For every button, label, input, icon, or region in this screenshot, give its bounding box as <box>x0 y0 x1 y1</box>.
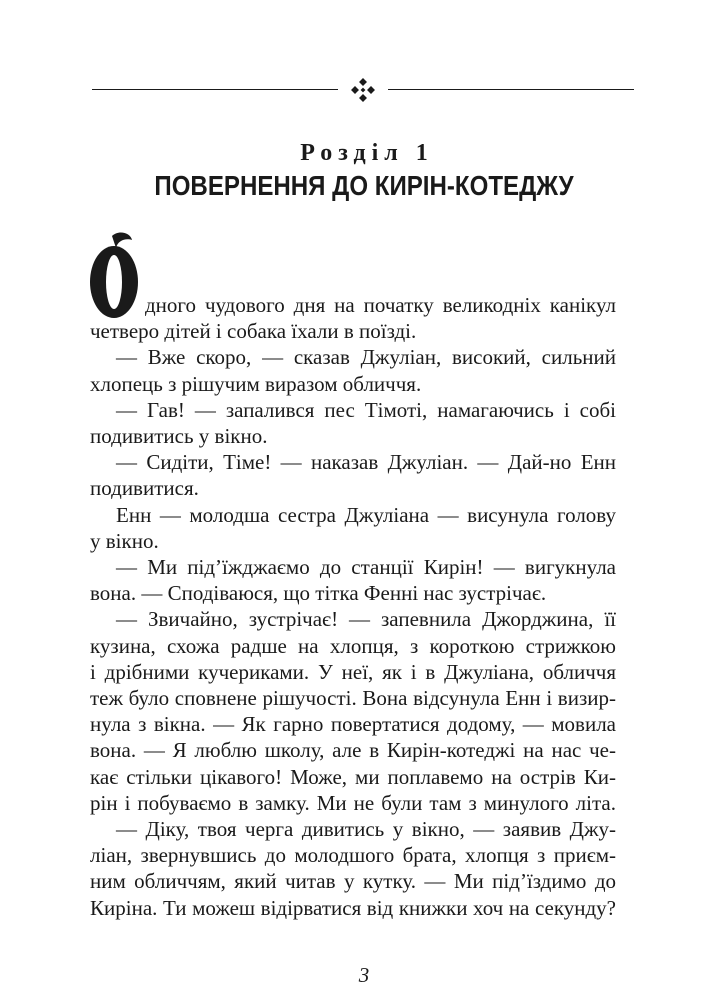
text-line: четверо дітей і собака їхали в поїзді. <box>90 319 417 344</box>
text-line: кузина, схожа радше на хлопця, з короткою стрижкою <box>90 633 616 658</box>
text-line: Киріна. Ти можеш відірватися від книжки хоч на секунду? <box>90 895 616 920</box>
drop-cap <box>86 232 142 324</box>
text-line: кає стільки цікавого! Може, ми поплавемо на острів Ки- <box>90 764 616 789</box>
text-line: хлопець з рішучим виразом обличчя. <box>90 371 422 396</box>
text-line: нула з вікна. — Як гарно повертатися додому, — мовила <box>90 712 616 737</box>
text-line: рін і побуваємо в замку. Ми не були там з минулого літа. <box>90 790 616 815</box>
chapter-title: ПОВЕРНЕННЯ ДО КИРІН-КОТЕДЖУ <box>154 170 574 201</box>
text-line: теж було сповнене рішучості. Вона відсунула Енн і визир- <box>90 686 616 710</box>
text-line: вона. — Я люблю школу, але в Кирін-котеджі на нас че- <box>90 738 616 763</box>
text-line: — Діку, твоя черга дивитись у вікно, — заявив Джу- <box>116 817 616 841</box>
chapter-label: Розділ 1 <box>300 140 434 166</box>
diamond-cluster-ornament-icon <box>351 78 375 102</box>
text-line: подивитись у вікно. <box>90 424 268 448</box>
header-ornament-divider <box>92 78 634 102</box>
text-line: Енн — молодша сестра Джуліана — висунула голову <box>116 502 616 527</box>
text-line: і дрібними кучериками. У неї, як і в Джуліана, обличчя <box>90 659 616 684</box>
text-line: ліан, звернувшись до молодшого брата, хлопця з приєм- <box>90 843 616 868</box>
text-line: — Ми під’їжджаємо до станції Кирін! — вигукнула <box>116 555 616 579</box>
page-number: 3 <box>358 963 370 987</box>
text-line: — Гав! — запалився пес Тімоті, намагаючись і собі <box>116 397 616 422</box>
text-line: — Звичайно, зустрічає! — запевнила Джорджина, її <box>116 607 616 632</box>
text-line: подивитися. <box>90 476 199 501</box>
text-line: — Сидіти, Тіме! — наказав Джуліан. — Дай-но Енн <box>116 450 616 475</box>
text-line: дного чудового дня на початку великодніх канікул <box>145 293 616 317</box>
text-line: — Вже скоро, — сказав Джуліан, високий, сильний <box>116 345 616 370</box>
text-line: ним обличчям, який читав у кутку. — Ми під’їздимо до <box>90 869 616 894</box>
text-line: вона. — Сподіваюся, що тітка Фенні нас зустрічає. <box>90 581 547 606</box>
right-rule <box>388 89 634 90</box>
text-line: у вікно. <box>90 528 159 553</box>
left-rule <box>92 89 338 90</box>
drop-cap-letter: О <box>86 232 87 233</box>
